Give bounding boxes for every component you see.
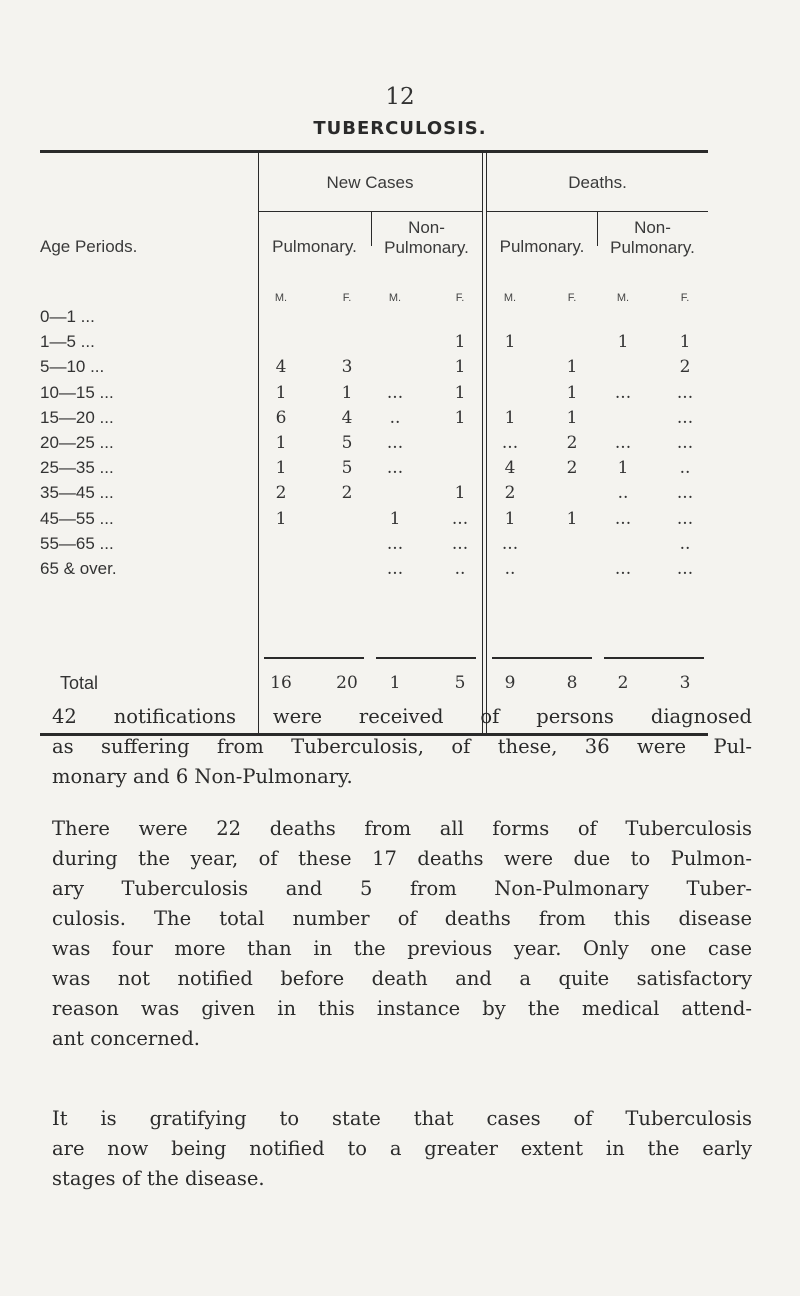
table-cell: 1 [679,332,691,353]
age-period-label: 65 & over. [40,559,117,578]
age-period-label: 0—1 ... [40,307,95,326]
table-cell: 1 [504,508,516,529]
table-cell: ... [614,433,632,453]
f-header: F. [567,292,577,304]
table-cell: 1 [275,458,287,479]
table-cell: ... [386,433,404,453]
table-cell: 2 [566,458,578,479]
page-title: TUBERCULOSIS. [313,118,487,139]
paragraph-line: reason was given in this instance by the medical attend- [52,997,752,1020]
age-period-label: 10—15 ... [40,382,114,402]
table-cell: 2 [341,483,353,504]
m-header: M. [274,292,288,304]
table-cell: 1 [454,332,466,353]
table-cell: 1 [504,332,516,353]
table-cell: ... [386,458,404,479]
table-cell: 2 [566,433,578,453]
non-pulmonary-line1: Non- [408,218,445,237]
total-cell: 5 [454,673,466,693]
f-header: F. [342,292,352,304]
table-cell: 4 [275,357,287,378]
paragraph-line: monary and 6 Non-Pulmonary. [52,765,353,788]
non-pulmonary-line2: Pulmonary. [384,238,469,257]
table-cell: .. [617,483,629,504]
sum-line [264,657,364,659]
table-cell: ... [451,508,469,529]
table-cell: ... [676,382,694,403]
table-cell: ... [614,559,632,579]
table-cell: 1 [566,357,578,378]
paragraph-line: are now being notified to a greater extent in the early [52,1137,752,1160]
table-cell: ... [676,407,694,428]
paragraph-notifications [52,702,752,792]
paragraph-line: as suffering from Tuberculosis, of these, 36 were Pul- [52,735,752,758]
paragraph-early-stages [52,1104,752,1194]
age-period-label: 25—35 ... [40,458,114,478]
deaths-double-rule-a [482,152,483,734]
f-header: F. [455,292,465,304]
table-cell: 6 [275,407,287,428]
table-cell: .. [504,559,516,579]
f-header: F. [680,292,690,304]
table-cell: ... [614,382,632,403]
paragraph-line: There were 22 deaths from all forms of Tuberculosis [52,817,752,840]
paragraph-line: culosis. The total number of deaths from this disease [52,907,752,930]
age-period-label: 15—20 ... [40,407,114,427]
age-period-label: 5—10 ... [40,357,105,377]
age-period-label: 45—55 ... [40,508,114,528]
table-cell: 1 [454,407,466,428]
table-cell: 4 [341,407,353,428]
table-cell: 1 [566,407,578,428]
table-cell: 1 [454,382,466,403]
table-cell: 2 [679,357,691,378]
table-cell: 1 [341,382,353,403]
table-cell: 5 [341,433,353,453]
paragraph-line: was four more than in the previous year. Only one case [52,937,752,960]
page-number: 12 [385,84,415,110]
table-cell: 1 [454,483,466,504]
sum-line [604,657,704,659]
table-cell: .. [679,533,691,554]
table-cell: ... [386,533,404,554]
pulmonary-deaths-header: Pulmonary. [499,237,585,256]
table-cell: ... [386,382,404,403]
table-cell: ... [676,483,694,504]
paragraph-line: It is gratifying to state that cases of Tuberculosis [52,1107,752,1130]
paragraph-line: ant concerned. [52,1027,201,1050]
table-cell: 1 [454,357,466,378]
age-period-label: 35—45 ... [40,483,114,503]
sum-line [376,657,476,659]
table-cell: 1 [275,508,287,529]
table-cell: 5 [341,458,353,479]
paragraph-line: during the year, of these 17 deaths were due to Pulmon- [52,847,752,870]
table-cell: 1 [617,332,629,353]
sum-line [492,657,592,659]
table-top-rule [40,150,708,153]
table-cell: 1 [566,382,578,403]
deaths-header: Deaths. [568,173,627,192]
paragraph-line: ary Tuberculosis and 5 from Non-Pulmonary Tuber- [52,877,752,900]
table-cell: 2 [275,483,287,504]
paragraph-line: stages of the disease. [52,1167,265,1190]
age-period-label: 1—5 ... [40,332,95,352]
m-header: M. [503,292,517,304]
table-cell: ... [676,433,694,453]
age-period-label: 20—25 ... [40,433,114,452]
table-cell: 2 [504,483,516,504]
paragraph-deaths [52,814,752,1054]
age-period-label: 55—65 ... [40,533,114,553]
non-pulmonary-line1: Non- [634,218,671,237]
table-cell: ... [501,533,519,554]
total-cell: 9 [504,673,516,693]
total-cell: 1 [389,673,401,693]
table-cell: .. [679,458,691,479]
new-cases-header: New Cases [326,173,414,192]
table-cell: ... [676,559,694,579]
m-header: M. [388,292,402,304]
table-cell: 1 [389,508,401,529]
total-cell: 8 [566,673,578,693]
table-cell: 4 [504,458,516,479]
m-header: M. [616,292,630,304]
total-cell: 3 [679,673,691,693]
table-cell: 1 [566,508,578,529]
table-cell: 1 [275,382,287,403]
new-cases-underline [258,211,482,212]
table-cell: ... [386,559,404,579]
table-cell: ... [451,533,469,554]
table-cell: 1 [275,433,287,453]
table-cell: .. [454,559,466,579]
non-pulmonary-new-header [371,218,482,258]
pulmonary-new-header: Pulmonary. [272,237,357,256]
age-periods-header: Age Periods. [40,237,138,256]
total-label: Total [60,673,99,693]
total-cell: 16 [270,673,292,693]
table-cell: .. [389,407,401,428]
table-cell: ... [676,508,694,529]
paragraph-line: 42 notifications were received of persons diagnosed [52,705,752,728]
non-pulmonary-deaths-header [597,218,708,258]
total-cell: 20 [336,673,358,693]
table-cell: ... [501,433,519,453]
table-cell: 3 [341,357,353,378]
table-cell: ... [614,508,632,529]
non-pulmonary-line2: Pulmonary. [610,238,695,257]
table-cell: 1 [504,407,516,428]
total-cell: 2 [617,673,629,693]
table-cell: 1 [617,458,629,479]
paragraph-line: was not notified before death and a quite satisfactory [52,967,752,990]
